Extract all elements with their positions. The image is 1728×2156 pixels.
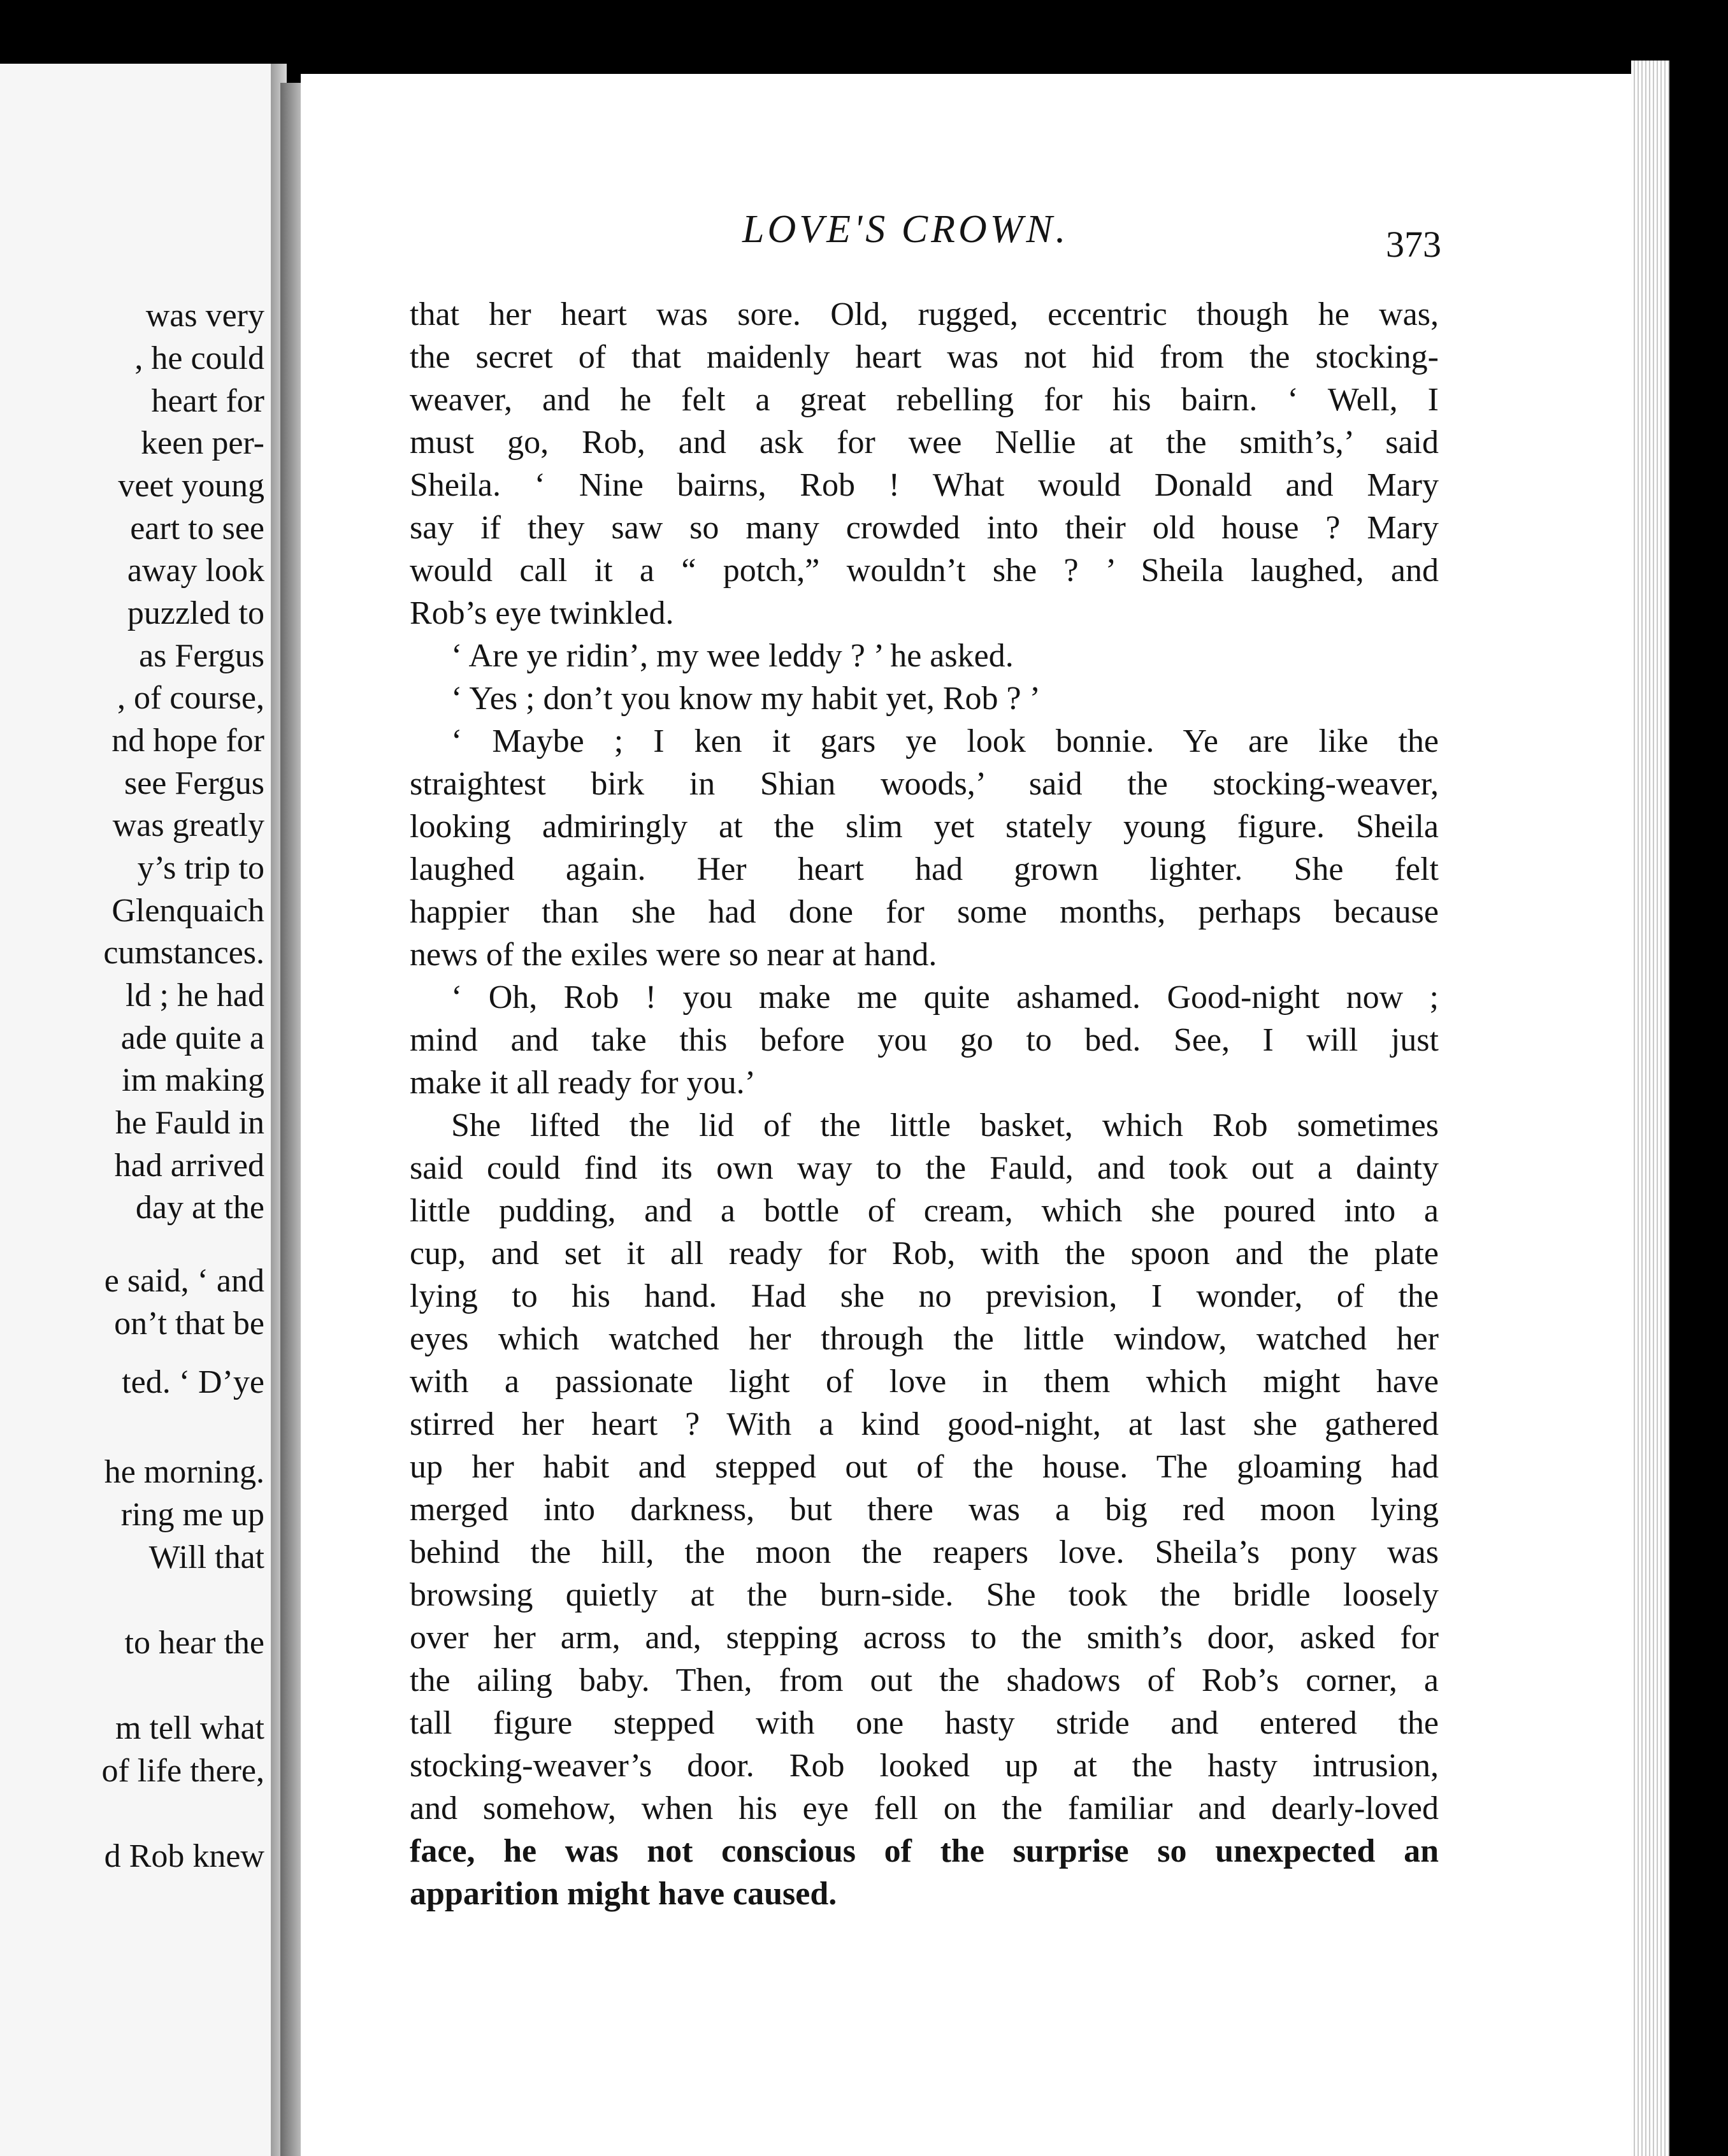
text-line: cup, and set it all ready for Rob, with the spoon and the plate <box>410 1235 1439 1272</box>
facing-text-line: had arrived <box>114 1147 264 1184</box>
facing-text-line: puzzled to <box>127 595 264 631</box>
facing-text-line: keen per- <box>141 425 264 461</box>
facing-text-line: of life there, <box>101 1753 264 1789</box>
text-line: happier than she had done for some months, perhaps because <box>410 894 1439 930</box>
body-text <box>410 293 1439 1915</box>
facing-text-line: away look <box>127 552 264 589</box>
facing-text-line: he morning. <box>104 1454 264 1490</box>
text-line: the ailing baby. Then, from out the shadows of Rob’s corner, a <box>410 1662 1439 1699</box>
page-edges <box>1631 61 1669 2156</box>
facing-text-line: he Fauld in <box>115 1105 264 1141</box>
facing-text-line: e said, ‘ and <box>104 1263 264 1299</box>
facing-text-line: as Fergus <box>139 638 264 674</box>
text-line: weaver, and he felt a great rebelling for his bairn. ‘ Well, I <box>410 382 1439 418</box>
running-head: LOVE'S CROWN. <box>742 208 1069 251</box>
facing-text-line: , he could <box>134 340 264 377</box>
text-line: that her heart was sore. Old, rugged, eccentric though he was, <box>410 296 1439 333</box>
facing-text-line: im making <box>122 1062 264 1098</box>
facing-text-line: on’t that be <box>114 1305 264 1342</box>
text-line: over her arm, and, stepping across to the smith’s door, asked for <box>410 1620 1439 1656</box>
text-line: ‘ Yes ; don’t you know my habit yet, Rob ? ’ <box>451 680 1040 717</box>
text-line: said could find its own way to the Fauld, and took out a dainty <box>410 1150 1439 1186</box>
text-line: lying to his hand. Had she no prevision, I wonder, of the <box>410 1278 1439 1314</box>
text-line: apparition might have caused. <box>410 1876 837 1912</box>
text-line: make it all ready for you.’ <box>410 1065 756 1101</box>
text-line: say if they saw so many crowded into their old house ? Mary <box>410 510 1439 546</box>
text-line: face, he was not conscious of the surprise so unexpected an <box>410 1833 1439 1869</box>
text-line: and somehow, when his eye fell on the familiar and dearly-loved <box>410 1790 1439 1827</box>
text-line: up her habit and stepped out of the house. The gloaming had <box>410 1449 1439 1485</box>
text-line: with a passionate light of love in them which might have <box>410 1363 1439 1400</box>
text-line: news of the exiles were so near at hand. <box>410 937 937 973</box>
facing-text-line: eart to see <box>130 510 264 547</box>
text-line: mind and take this before you go to bed. See, I will just <box>410 1022 1439 1058</box>
facing-text-line: ld ; he had <box>125 977 264 1014</box>
facing-text-line: was greatly <box>112 807 264 844</box>
text-line: must go, Rob, and ask for wee Nellie at the smith’s,’ said <box>410 424 1439 461</box>
facing-page <box>0 64 287 2156</box>
text-line: would call it a “ potch,” wouldn’t she ? ’ Sheila laughed, and <box>410 552 1439 589</box>
text-line: laughed again. Her heart had grown lighter. She felt <box>410 851 1439 888</box>
facing-text-line: nd hope for <box>112 722 264 759</box>
text-line: straightest birk in Shian woods,’ said the stocking-weaver, <box>410 766 1439 802</box>
facing-text-line: cumstances. <box>103 935 264 971</box>
text-line: ‘ Oh, Rob ! you make me quite ashamed. Good-night now ; <box>451 979 1439 1016</box>
text-line: merged into darkness, but there was a big red moon lying <box>410 1491 1439 1528</box>
facing-text-line: ring me up <box>120 1497 264 1533</box>
facing-text-line: see Fergus <box>124 765 264 801</box>
facing-text-line: m tell what <box>115 1710 264 1746</box>
text-line: looking admiringly at the slim yet stately young figure. Sheila <box>410 808 1439 845</box>
text-line: She lifted the lid of the little basket, which Rob sometimes <box>451 1107 1439 1144</box>
page-number: 373 <box>1386 224 1441 265</box>
text-line: behind the hill, the moon the reapers love. Sheila’s pony was <box>410 1534 1439 1570</box>
text-line: tall figure stepped with one hasty stride and entered the <box>410 1705 1439 1741</box>
text-line: ‘ Maybe ; I ken it gars ye look bonnie. Ye are like the <box>451 723 1439 759</box>
facing-text-line: veet young <box>118 468 264 504</box>
facing-text-line: heart for <box>151 383 264 419</box>
facing-text-line: to hear the <box>124 1625 264 1661</box>
facing-text-line: Glenquaich <box>112 893 264 929</box>
facing-text-line: day at the <box>135 1189 264 1226</box>
facing-text-line: y’s trip to <box>137 850 264 886</box>
text-line: browsing quietly at the burn-side. She took the bridle loosely <box>410 1577 1439 1613</box>
facing-text-line: was very <box>145 298 264 334</box>
facing-text-line: ted. ‘ D’ye <box>122 1364 264 1400</box>
facing-text-line: , of course, <box>117 680 264 716</box>
facing-text-line: d Rob knew <box>104 1838 264 1874</box>
text-line: stocking-weaver’s door. Rob looked up at the hasty intrusion, <box>410 1748 1439 1784</box>
text-line: Rob’s eye twinkled. <box>410 595 674 631</box>
text-line: Sheila. ‘ Nine bairns, Rob ! What would Donald and Mary <box>410 467 1439 503</box>
text-line: little pudding, and a bottle of cream, which she poured into a <box>410 1193 1439 1229</box>
text-line: the secret of that maidenly heart was not hid from the stocking- <box>410 339 1439 375</box>
text-line: stirred her heart ? With a kind good-night, at last she gathered <box>410 1406 1439 1442</box>
text-line: eyes which watched her through the little window, watched her <box>410 1321 1439 1357</box>
facing-text-line: Will that <box>148 1539 264 1576</box>
text-line: ‘ Are ye ridin’, my wee leddy ? ’ he asked. <box>451 638 1014 674</box>
facing-text-line: ade quite a <box>120 1020 264 1056</box>
